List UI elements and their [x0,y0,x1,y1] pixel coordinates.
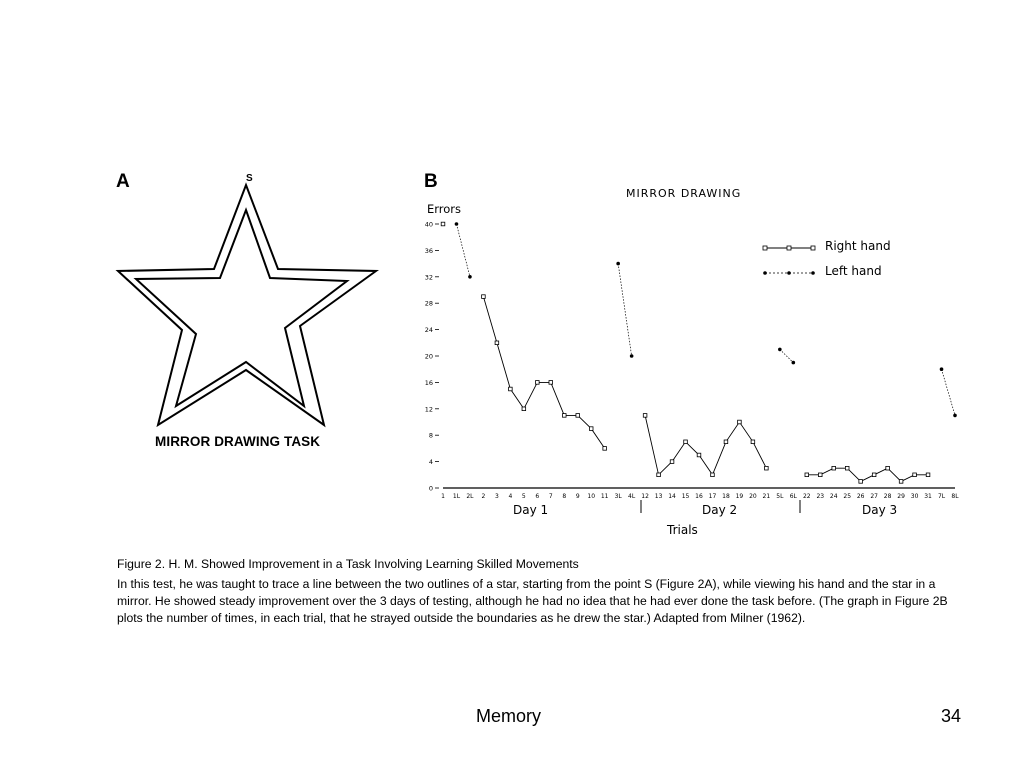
left-hand-point [630,354,634,358]
x-tick-label: 1 [441,493,445,500]
x-tick-label: 13 [654,493,663,500]
x-tick-label: 18 [722,493,730,500]
legend-right-hand-label: Right hand [825,239,891,253]
y-tick-label: 32 [424,273,433,282]
figure-caption-title: Figure 2. H. M. Showed Improvement in a Task Involving Learning Skilled Movements [117,557,579,571]
x-tick-label: 3 [494,493,499,500]
right-hand-point [549,381,553,385]
x-tick-label: 5 [521,493,526,500]
x-tick-label: 11 [600,493,609,500]
x-tick-label: 9 [575,493,580,500]
right-hand-point [845,466,849,470]
x-axis-ticks [441,493,959,500]
x-tick-label: 6L [789,493,797,500]
y-tick-label: 28 [424,299,433,308]
right-hand-point [872,473,876,477]
right-hand-point [859,480,863,484]
right-hand-point [643,414,647,418]
x-tick-label: 24 [829,493,838,500]
right-hand-point [724,440,728,444]
right-hand-point [899,480,903,484]
x-tick-label: 8 [562,493,567,500]
left-hand-point [455,222,459,226]
star-outer-outline [118,185,376,425]
right-hand-point [495,341,499,345]
x-tick-label: 16 [695,493,703,500]
y-tick-label: 36 [424,246,433,255]
star-inner-outline [136,210,347,406]
left-hand-point [468,275,472,279]
x-tick-label: 2L [466,493,474,500]
x-tick-label: 17 [708,493,717,500]
x-tick-label: 6 [535,493,540,500]
left-hand-series-line [780,349,793,362]
legend-left-hand-marker [811,271,815,275]
right-hand-point [751,440,755,444]
x-tick-label: 19 [735,493,744,500]
x-tick-label: 20 [749,493,757,500]
x-tick-label: 29 [897,493,905,500]
x-tick-label: 23 [816,493,825,500]
mirror-drawing-task-title: MIRROR DRAWING TASK [155,434,321,449]
legend [763,239,891,278]
x-tick-label: 30 [910,493,919,500]
legend-right-hand-marker [811,246,815,250]
right-hand-point [886,466,890,470]
left-hand-point [616,262,620,266]
star-outline-figure [110,170,390,430]
x-tick-label: 4L [628,493,636,500]
y-tick-label: 40 [424,220,433,229]
right-hand-point [805,473,809,477]
footer-section-title: Memory [476,706,542,726]
right-hand-point [697,453,701,457]
x-tick-label: 5L [776,493,784,500]
x-tick-label: 3L [614,493,622,500]
right-hand-point [536,381,540,385]
left-hand-point [792,361,796,365]
x-tick-label: 27 [870,493,878,500]
x-axis-label: Trials [667,523,698,537]
x-tick-label: 26 [856,493,865,500]
y-tick-label: 0 [428,484,433,493]
x-tick-label: 1L [452,493,461,500]
right-hand-point [522,407,526,411]
right-hand-point [818,473,822,477]
x-tick-label: 25 [843,493,852,500]
x-tick-label: 7L [937,493,946,500]
y-tick-label: 4 [428,458,433,467]
x-tick-label: 14 [668,493,676,500]
right-hand-point [657,473,661,477]
legend-right-hand-marker [787,246,791,250]
panel-b-letter: B [424,171,438,192]
right-hand-point [684,440,688,444]
legend-left-hand-marker [787,271,791,275]
y-tick-label: 20 [424,352,433,361]
right-hand-point [913,473,917,477]
left-hand-point [940,367,944,371]
y-axis-ticks [425,221,439,493]
left-hand-point [953,414,957,418]
x-tick-label: 7 [548,493,553,500]
left-hand-point [778,348,782,352]
left-hand-series-line [942,369,955,415]
x-tick-label: 15 [681,493,690,500]
x-tick-label: 10 [587,493,596,500]
right-hand-series-line [645,415,766,474]
x-tick-label: 28 [883,493,892,500]
y-tick-label: 12 [424,405,433,414]
right-hand-point [832,466,836,470]
right-hand-series-line [807,468,928,481]
left-hand-series-line [618,264,631,356]
right-hand-point [482,295,486,299]
y-tick-label: 24 [424,326,433,335]
x-tick-label: 2 [481,493,486,500]
series-layer [441,222,957,483]
panel-a-letter: A [116,171,130,192]
right-hand-point [562,414,566,418]
right-hand-point [738,420,742,424]
x-tick-label: 12 [641,493,649,500]
slide-number: 34 [941,706,962,726]
x-tick-label: 21 [762,493,771,500]
right-hand-point [603,447,607,451]
right-hand-point [589,427,593,431]
x-tick-label: 31 [924,493,932,500]
x-tick-label: 4 [508,493,513,500]
day-label: Day 3 [862,503,898,517]
x-tick-label: 22 [802,493,811,500]
right-hand-point [765,466,769,470]
y-tick-label: 16 [424,378,433,387]
figure-caption-body: In this test, he was taught to trace a line between the two outlines of a star, starting from the point S (Figure 2A), while viewing his hand and the star in a mirror. He showed steady improvement over the 3 days of testing, although he had no idea that he had ever done the task before. (The graph in Figure 2B plots the number of times, in each trial, that he strayed outside the boundaries as he drew the star.) Adapted from Milner (1962). [117,577,948,625]
right-hand-point [441,222,445,226]
legend-left-hand-marker [763,271,767,275]
day-label: Day 2 [702,503,738,517]
right-hand-point [670,460,674,464]
chart-title: MIRROR DRAWING [626,187,742,200]
y-tick-label: 8 [428,431,433,440]
y-axis-label: Errors [427,202,462,216]
x-tick-label: 8L [951,493,959,500]
start-point-label: S [246,173,253,184]
left-hand-series-line [456,224,469,277]
right-hand-point [711,473,715,477]
right-hand-series-line [483,297,604,449]
day-label: Day 1 [513,503,549,517]
right-hand-point [926,473,930,477]
mirror-drawing-chart [415,170,975,545]
legend-right-hand-marker [763,246,767,250]
right-hand-point [509,387,513,391]
legend-left-hand-label: Left hand [825,264,882,278]
right-hand-point [576,414,580,418]
